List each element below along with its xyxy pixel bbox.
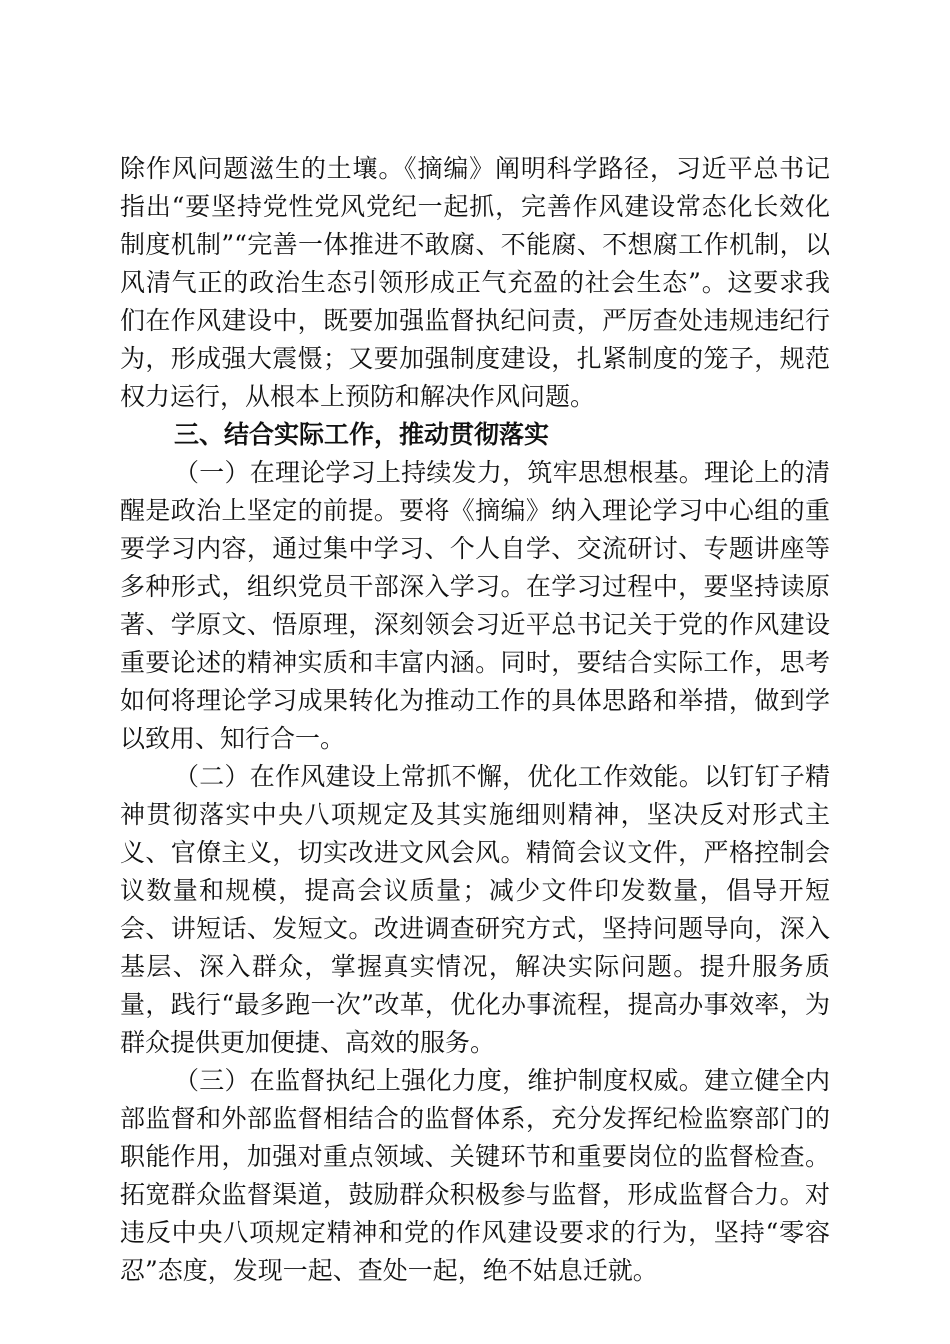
section-heading: 三、结合实际工作，推动贯彻落实 (174, 420, 550, 449)
body-paragraph: 除作风问题滋生的土壤。《摘编》阐明科学路径，习近平总书记指出“要坚持党性党风党纪一起抓，完善作风建设常态化长效化制度机制”“完善一体推进不敢腐、不能腐、不想腐工作机制，以风清气正的政治生态引领形成正气充盈的社会生态”。这要求我们在作风建设中，既要加强监督执纪问责，严厉查处违规违纪行为，形成强大震慑；又要加强制度建设，扎紧制度的笼子，规范权力运行，从根本上预防和解决作风问题。 (120, 154, 830, 411)
body-paragraph: （一）在理论学习上持续发力，筑牢思想根基。理论上的清醒是政治上坚定的前提。要将《摘编》纳入理论学习中心组的重要学习内容，通过集中学习、个人自学、交流研讨、专题讲座等多种形式，组织党员干部深入学习。在学习过程中，要坚持读原著、学原文、悟原理，深刻领会习近平总书记关于党的作风建设重要论述的精神实质和丰富内涵。同时，要结合实际工作，思考如何将理论学习成果转化为推动工作的具体思路和举措，做到学以致用、知行合一。 (120, 458, 830, 753)
document-body (120, 150, 830, 1290)
body-paragraph: （三）在监督执纪上强化力度，维护制度权威。建立健全内部监督和外部监督相结合的监督体系，充分发挥纪检监察部门的职能作用，加强对重点领域、关键环节和重要岗位的监督检查。拓宽群众监督渠道，鼓励群众积极参与监督，形成监督合力。对违反中央八项规定精神和党的作风建设要求的行为，坚持“零容忍”态度，发现一起、查处一起，绝不姑息迁就。 (120, 1066, 830, 1285)
body-paragraph: （二）在作风建设上常抓不懈，优化工作效能。以钉钉子精神贯彻落实中央八项规定及其实施细则精神，坚决反对形式主义、官僚主义，切实改进文风会风。精简会议文件，严格控制会议数量和规模，提高会议质量；减少文件印发数量，倡导开短会、讲短话、发短文。改进调查研究方式，坚持问题导向，深入基层、深入群众，掌握真实情况，解决实际问题。提升服务质量，践行“最多跑一次”改革，优化办事流程，提高办事效率，为群众提供更加便捷、高效的服务。 (120, 762, 830, 1057)
